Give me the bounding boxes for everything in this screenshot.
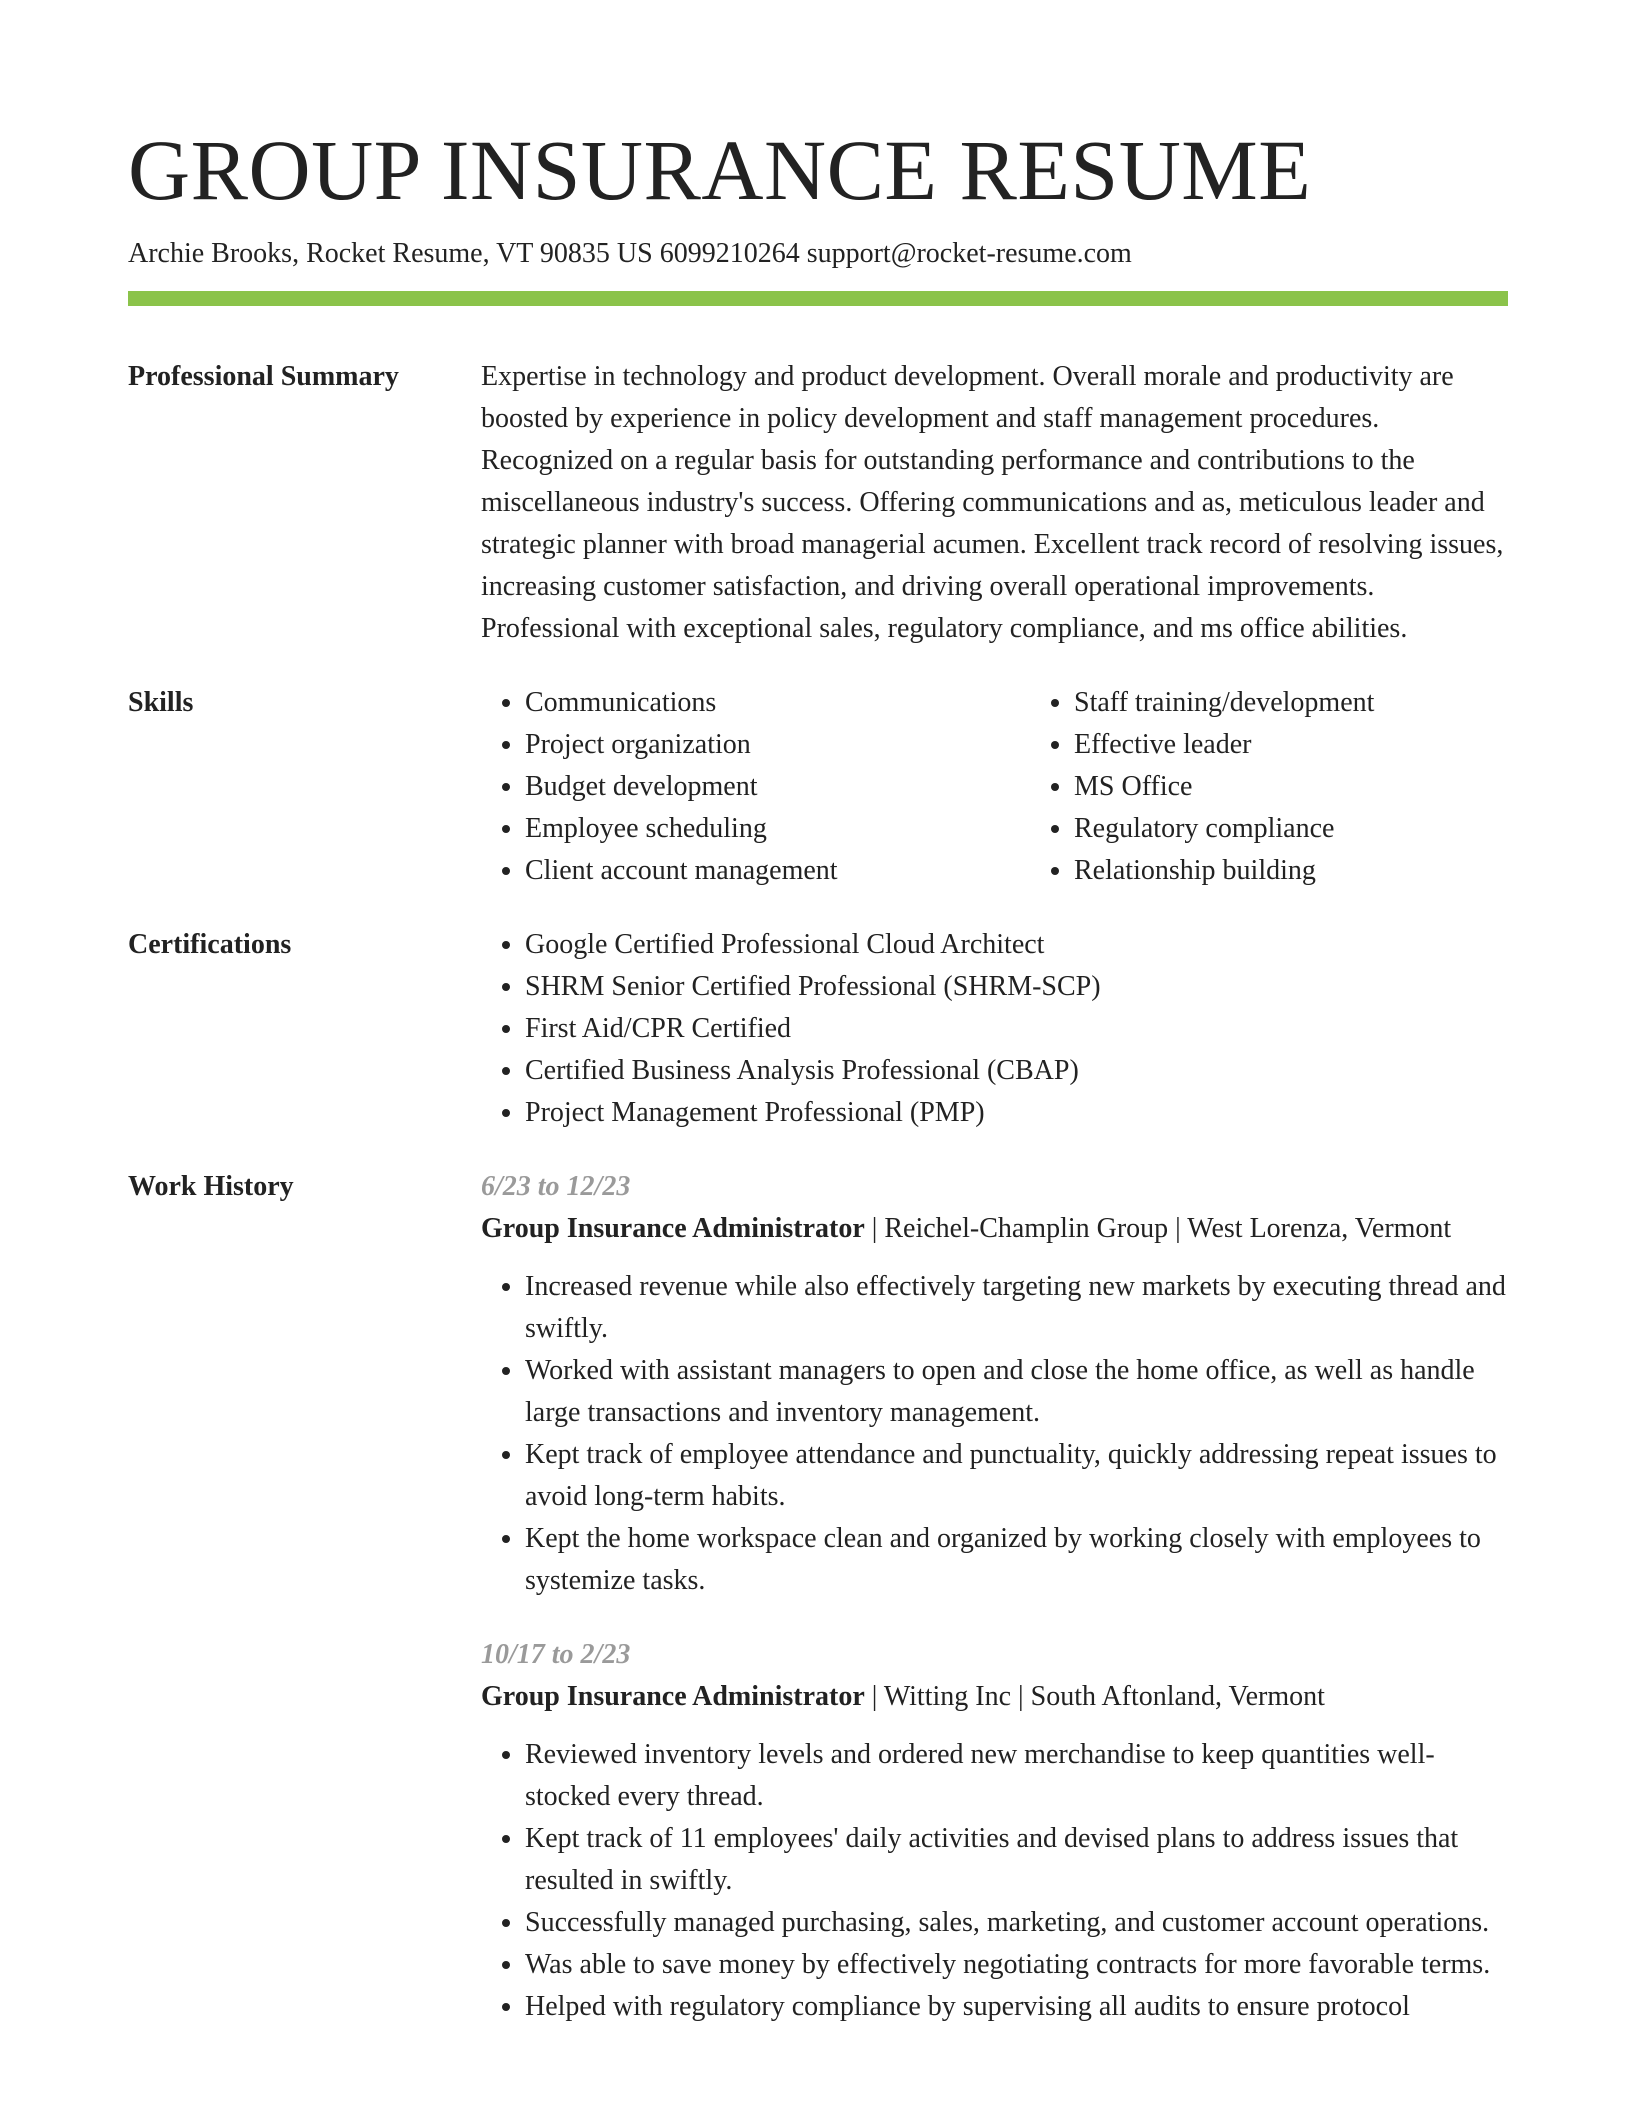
job-bullet: • Increased revenue while also effectively targeting new markets by executing thread and swiftly. — [525, 1266, 1508, 1350]
job-bullet: • Kept track of 11 employees' daily activities and devised plans to address issues that resulted in swiftly. — [525, 1818, 1508, 1902]
summary-heading: Professional Summary — [128, 361, 399, 392]
job-dates: 6/23 to 12/23 — [481, 1171, 631, 1202]
job-bullet: • Kept the home workspace clean and organized by working closely with employees to systemize tasks. — [525, 1518, 1508, 1602]
job-bullet: • Worked with assistant managers to open and close the home office, as well as handle large transactions and inventory management. — [525, 1350, 1508, 1434]
job-bullet: • Was able to save money by effectively negotiating contracts for more favorable terms. — [525, 1944, 1508, 1986]
certification-item: • SHRM Senior Certified Professional (SHRM-SCP) — [525, 966, 1508, 1008]
certifications-body — [481, 924, 1508, 1134]
job-details: | Reichel-Champlin Group | West Lorenza, Vermont — [864, 1213, 1452, 1244]
skill-item: • MS Office — [1074, 766, 1579, 808]
contact-line: Archie Brooks, Rocket Resume, VT 90835 US 6099210264 support@rocket-resume.com — [128, 238, 1132, 269]
certification-item: • Google Certified Professional Cloud Architect — [525, 924, 1508, 966]
job-bullet: • Kept track of employee attendance and punctuality, quickly addressing repeat issues to avoid long-term habits. — [525, 1434, 1508, 1518]
job-entry — [481, 1634, 1508, 2028]
skills-heading: Skills — [128, 687, 194, 718]
job-bullet: • Successfully managed purchasing, sales, marketing, and customer account operations. — [525, 1902, 1508, 1944]
skill-item: • Relationship building — [1074, 850, 1579, 892]
job-heading — [481, 1208, 1508, 1250]
job-dates: 10/17 to 2/23 — [481, 1639, 631, 1670]
skill-item: • Communications — [525, 682, 1030, 724]
job-bullet: • Reviewed inventory levels and ordered new merchandise to keep quantities well-stocked every thread. — [525, 1734, 1508, 1818]
skills-columns — [481, 682, 1579, 892]
job-details: | Witting Inc | South Aftonland, Vermont — [864, 1681, 1325, 1712]
job-heading — [481, 1676, 1508, 1718]
job-bullets — [481, 1734, 1508, 2028]
skill-item: • Staff training/development — [1074, 682, 1579, 724]
summary-section — [128, 356, 1508, 650]
header-divider — [128, 291, 1508, 306]
certifications-heading: Certifications — [128, 929, 292, 960]
certifications-section — [128, 924, 1508, 1134]
certification-item: • First Aid/CPR Certified — [525, 1008, 1508, 1050]
skills-section — [128, 682, 1508, 892]
skill-item: • Employee scheduling — [525, 808, 1030, 850]
skill-item: • Client account management — [525, 850, 1030, 892]
skill-item: • Effective leader — [1074, 724, 1579, 766]
certification-item: • Project Management Professional (PMP) — [525, 1092, 1508, 1134]
work-history-body — [481, 1166, 1508, 2028]
resume-page — [128, 118, 1508, 2028]
summary-text: Expertise in technology and product development. Overall morale and productivity are boosted by experience in policy development and staff management procedures. Recognized on a regular basis for outstanding performance and contributions to the miscellaneous industry's success. Offering communications and as, meticulous leader and strategic planner with broad managerial acumen. Excellent track record of resolving issues, increasing customer satisfaction, and driving overall operational improvements. Professional with exceptional sales, regulatory compliance, and ms office abilities. — [481, 361, 1504, 644]
work-history-heading: Work History — [128, 1171, 294, 1202]
job-bullets — [481, 1266, 1508, 1602]
job-title: Group Insurance Administrator — [481, 1213, 865, 1244]
certification-item: • Certified Business Analysis Professional (CBAP) — [525, 1050, 1508, 1092]
job-title: Group Insurance Administrator — [481, 1681, 865, 1712]
work-history-section — [128, 1166, 1508, 2028]
job-entry — [481, 1166, 1508, 1602]
resume-title: GROUP INSURANCE RESUME — [128, 122, 1312, 218]
job-bullet: • Helped with regulatory compliance by supervising all audits to ensure protocol — [525, 1986, 1508, 2028]
skill-item: • Budget development — [525, 766, 1030, 808]
skill-item: • Regulatory compliance — [1074, 808, 1579, 850]
skill-item: • Project organization — [525, 724, 1030, 766]
skills-list-left — [481, 682, 1030, 892]
skills-list-right — [1030, 682, 1579, 892]
certifications-list — [481, 924, 1508, 1134]
